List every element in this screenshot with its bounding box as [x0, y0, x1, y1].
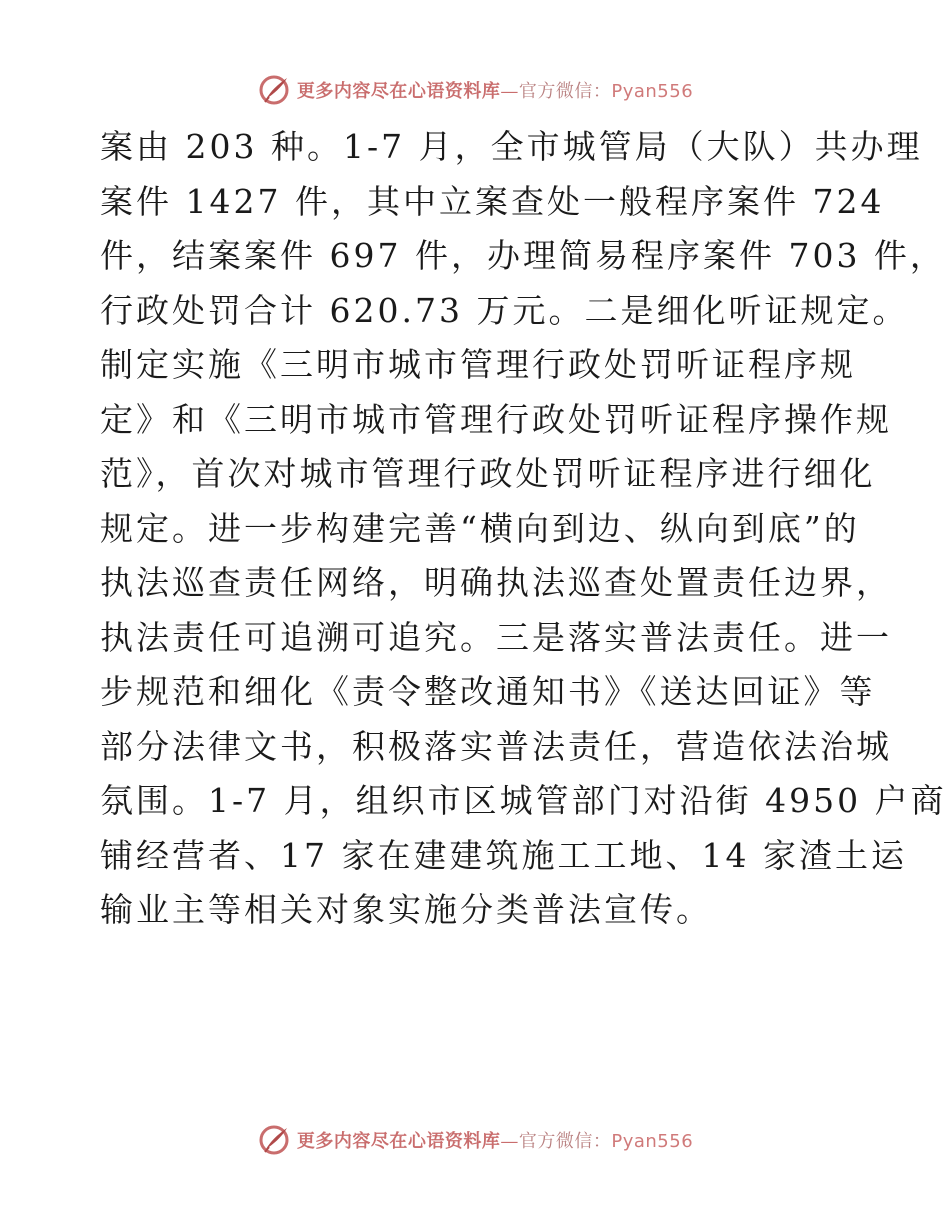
- text-line: 规定。进一步构建完善“横向到边、纵向到底”的: [100, 508, 860, 548]
- text-line: 部分法律文书，积极落实普法责任，营造依法治城: [100, 726, 892, 766]
- watermark-label: 官方微信：: [518, 1131, 612, 1152]
- watermark-wechat-id: Pyan556: [611, 81, 694, 102]
- watermark-brand: 更多内容尽在心语资料库: [296, 1131, 501, 1152]
- watermark-text: [297, 1127, 693, 1153]
- text-line: 行政处罚合计 620.73 万元。二是细化听证规定。: [100, 290, 909, 330]
- text-line: 案件 1427 件，其中立案查处一般程序案件 724: [100, 181, 885, 221]
- watermark-label: 官方微信：: [518, 81, 612, 102]
- text-line: 制定实施《三明市城市管理行政处罚听证程序规: [100, 345, 856, 384]
- feather-pen-logo-icon: [257, 1123, 291, 1157]
- text-line: 铺经营者、17 家在建建筑施工工地、14 家渣土运: [100, 835, 907, 875]
- text-line: 输业主等相关对象实施分类普法宣传。: [100, 890, 712, 929]
- text-line: 步规范和细化《责令整改通知书》《送达回证》等: [100, 672, 876, 711]
- text-line: 定》和《三明市城市管理行政处罚听证程序操作规: [100, 399, 892, 439]
- watermark-brand: 更多内容尽在心语资料库: [296, 81, 501, 102]
- text-line: 执法巡查责任网络，明确执法巡查处置责任边界，: [100, 563, 892, 602]
- watermark-text: [297, 77, 693, 103]
- text-line: 范》，首次对城市管理行政处罚听证程序进行细化: [100, 454, 876, 493]
- feather-pen-logo-icon: [257, 73, 291, 107]
- watermark-separator: —: [500, 81, 519, 102]
- text-line: 件，结案案件 697 件，办理简易程序案件 703 件，: [100, 236, 946, 275]
- text-line: 执法责任可追溯可追究。三是落实普法责任。进一: [100, 617, 892, 657]
- watermark-wechat-id: Pyan556: [611, 1131, 694, 1152]
- watermark-separator: —: [500, 1131, 519, 1152]
- body-paragraph: [100, 120, 947, 938]
- header-watermark: [0, 70, 950, 110]
- text-line: 氛围。1-7 月，组织市区城管部门对沿街 4950 户商: [100, 781, 947, 820]
- footer-watermark: [0, 1120, 950, 1160]
- text-line: 案由 203 种。1-7 月，全市城管局（大队）共办理: [100, 127, 923, 166]
